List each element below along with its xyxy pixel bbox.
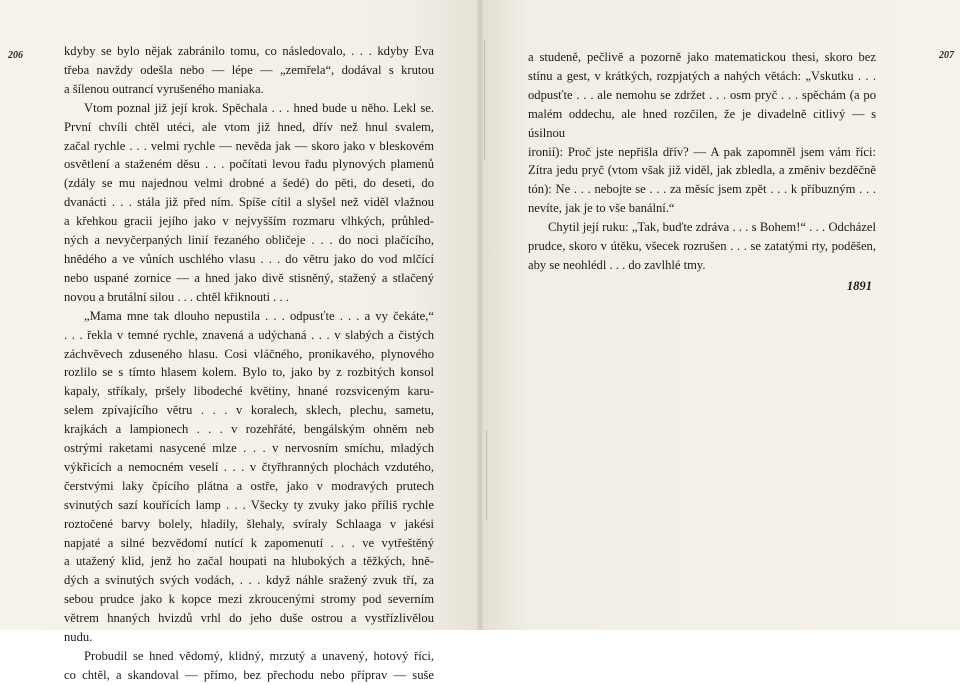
text-line: . . . řekla v temné rychle, znavená a udýchaná . . . v slabých a čistých <box>64 327 434 342</box>
text-line: kdyby se bylo nějak zabránilo tomu, co následovalo, . . . kdyby Eva <box>64 44 434 58</box>
text-line: třeba navždy odešla nebo — lépe — „zemřela“, dodával s krutou <box>64 62 434 77</box>
text-line: odpusťte . . . ale nemohu se zdržet . . . osm pryč . . . spěchám (a po <box>528 87 876 102</box>
text-line: tón): Ne . . . nebojte se . . . za měsíc jsem zpět . . . k příbuzným . . . <box>528 182 876 197</box>
text-line: začal rychle . . . velmi rychle — nevěda jak — skoro jako v bleskovém <box>64 138 434 153</box>
text-line: Vtom poznal již její krok. Spěchala . . . hned bude u něho. Lekl se. <box>84 100 434 115</box>
text-line: ironií): Proč jste nepřišla dřív? — A pak zapomněl jsem vám říci: <box>528 144 876 159</box>
text-line: nebo uspané zornice — a hned jako divě stisněný, stažený a stlačený <box>64 270 434 285</box>
book-gutter <box>476 0 484 630</box>
text-line: První chvíli chtěl utéci, ale vtom již hned, dřív než hnul svalem, <box>64 119 434 134</box>
text-line: dvanácti . . . stála již před ním. Spíše cítil a slyšel než viděl vlažnou <box>64 195 434 210</box>
text-line: dých a svinutých svých vodách, . . . když náhle sražený zvuk tří, za <box>64 573 434 588</box>
page-number-left: 206 <box>8 50 23 61</box>
text-line: záchvěvech zduseného hlasu. Cosi vláčného, pronikavého, plynového <box>64 346 434 361</box>
right-page-text <box>528 48 876 296</box>
text-line: co chtěl, a skandoval — přímo, bez přechodu nebo příprav — suše <box>64 667 434 682</box>
date-signature: 1891 <box>846 278 872 293</box>
text-line: Chytil její ruku: „Tak, buďte zdráva . . . s Bohem!“ . . . Odcházel <box>548 220 876 235</box>
text-line: kapaly, stříkaly, pršely libodeché květiny, hnané rozsviceným karu- <box>64 384 434 399</box>
text-line: rozlilo se s tímto hlasem kolem. Bylo to, jako by z rozbitých konsol <box>64 365 434 380</box>
text-line: hnědého a ve vůních uschlého vlasu . . . do větru jako do vod mlčící <box>64 251 434 266</box>
text-line: větrem hnaných hvizdů vrhl do jeho duše ostrou a vystřízlivělou <box>64 611 434 626</box>
text-line: nudu. <box>64 630 93 645</box>
text-line: a šílenou outrancí vyrušeného maniaka. <box>64 81 264 96</box>
text-line: výkřicích a nemocném veselí . . . v čtyřhranných plochách vzdutého, <box>64 459 434 474</box>
text-line: selem zpívajícího větru . . . v koralech, sklech, plechu, sametu, <box>64 403 434 418</box>
text-line: novou a brutální silou . . . chtěl křiknouti . . . <box>64 289 289 304</box>
right-page <box>480 0 960 630</box>
text-line: osvětlení a staženém děsu . . . počítati levou řadu plynových plamenů <box>64 157 434 172</box>
text-line: a studeně, pečlivě a pozorně jako matematickou thesi, skoro bez <box>528 50 876 64</box>
text-line: a utažený klid, jenž ho začal houpati na hlubokých a těžkých, hně- <box>64 554 434 569</box>
text-line: (zdály se mu najednou velmi drobné a šedé) do pěti, do deseti, do <box>64 176 434 191</box>
text-line: prudce, skoro v útěku, všecek rozrušen . . . se zatatými rty, poděšen, <box>528 239 876 254</box>
text-line: a křehkou gracii jejího jako v nejvyšším rozmaru vlhkých, průhled- <box>64 214 434 229</box>
text-line: nevíte, jak je to vše banální.“ <box>528 201 675 216</box>
left-page <box>0 0 480 682</box>
text-line: napjaté a silné bezvědomí nutící k zapomenutí . . . ve vytřeštěný <box>64 535 434 550</box>
text-line: svinutých sazí kouřících lamp . . . Všecky ty zvuky jako příliš rychle <box>64 497 434 512</box>
text-line: malém oddechu, ale hned rozčilen, že je divadelně citlivý — s úsilnou <box>528 106 876 140</box>
text-line: aby se neohlédl . . . do zavlhlé tmy. <box>528 257 706 272</box>
text-line: „Mama mne tak dlouho nepustila . . . odpusťte . . . a vy čekáte,“ <box>84 308 434 323</box>
paper-scratch <box>484 40 485 160</box>
text-line: sebou prudce jako k kopce mezi zkroucenými stromy pod severním <box>64 592 434 607</box>
text-line: Zítra jedu pryč (vtom však již viděl, jak zbledla, a změniv bezděčně <box>528 163 876 178</box>
text-line: Probudil se hned vědomý, klidný, mrzutý a unavený, hotový říci, <box>84 649 434 663</box>
text-line: čerstvými laky čpícího plátna a ostře, jako v modravých prutech <box>64 478 434 493</box>
paper-scratch <box>486 430 487 520</box>
text-line: ostrými raketami nasycené mlze . . . v nervosním smíchu, mladých <box>64 441 434 456</box>
left-page-text <box>64 42 434 685</box>
text-line: ných a nevyčerpaných linií řezaného obličeje . . . do noci plačícího, <box>64 233 434 248</box>
text-line: stínu a gest, v krátkých, rozpjatých a nahých větách: „Vskutku . . . <box>528 68 876 83</box>
text-line: roztočené barvy bolely, hladily, šlehaly, svíraly Schlaaga v jakési <box>64 516 434 531</box>
text-line: krajkách a lampionech . . . v rozehřáté, bengálským ohněm neb <box>64 422 434 437</box>
page-number-right: 207 <box>939 50 954 61</box>
